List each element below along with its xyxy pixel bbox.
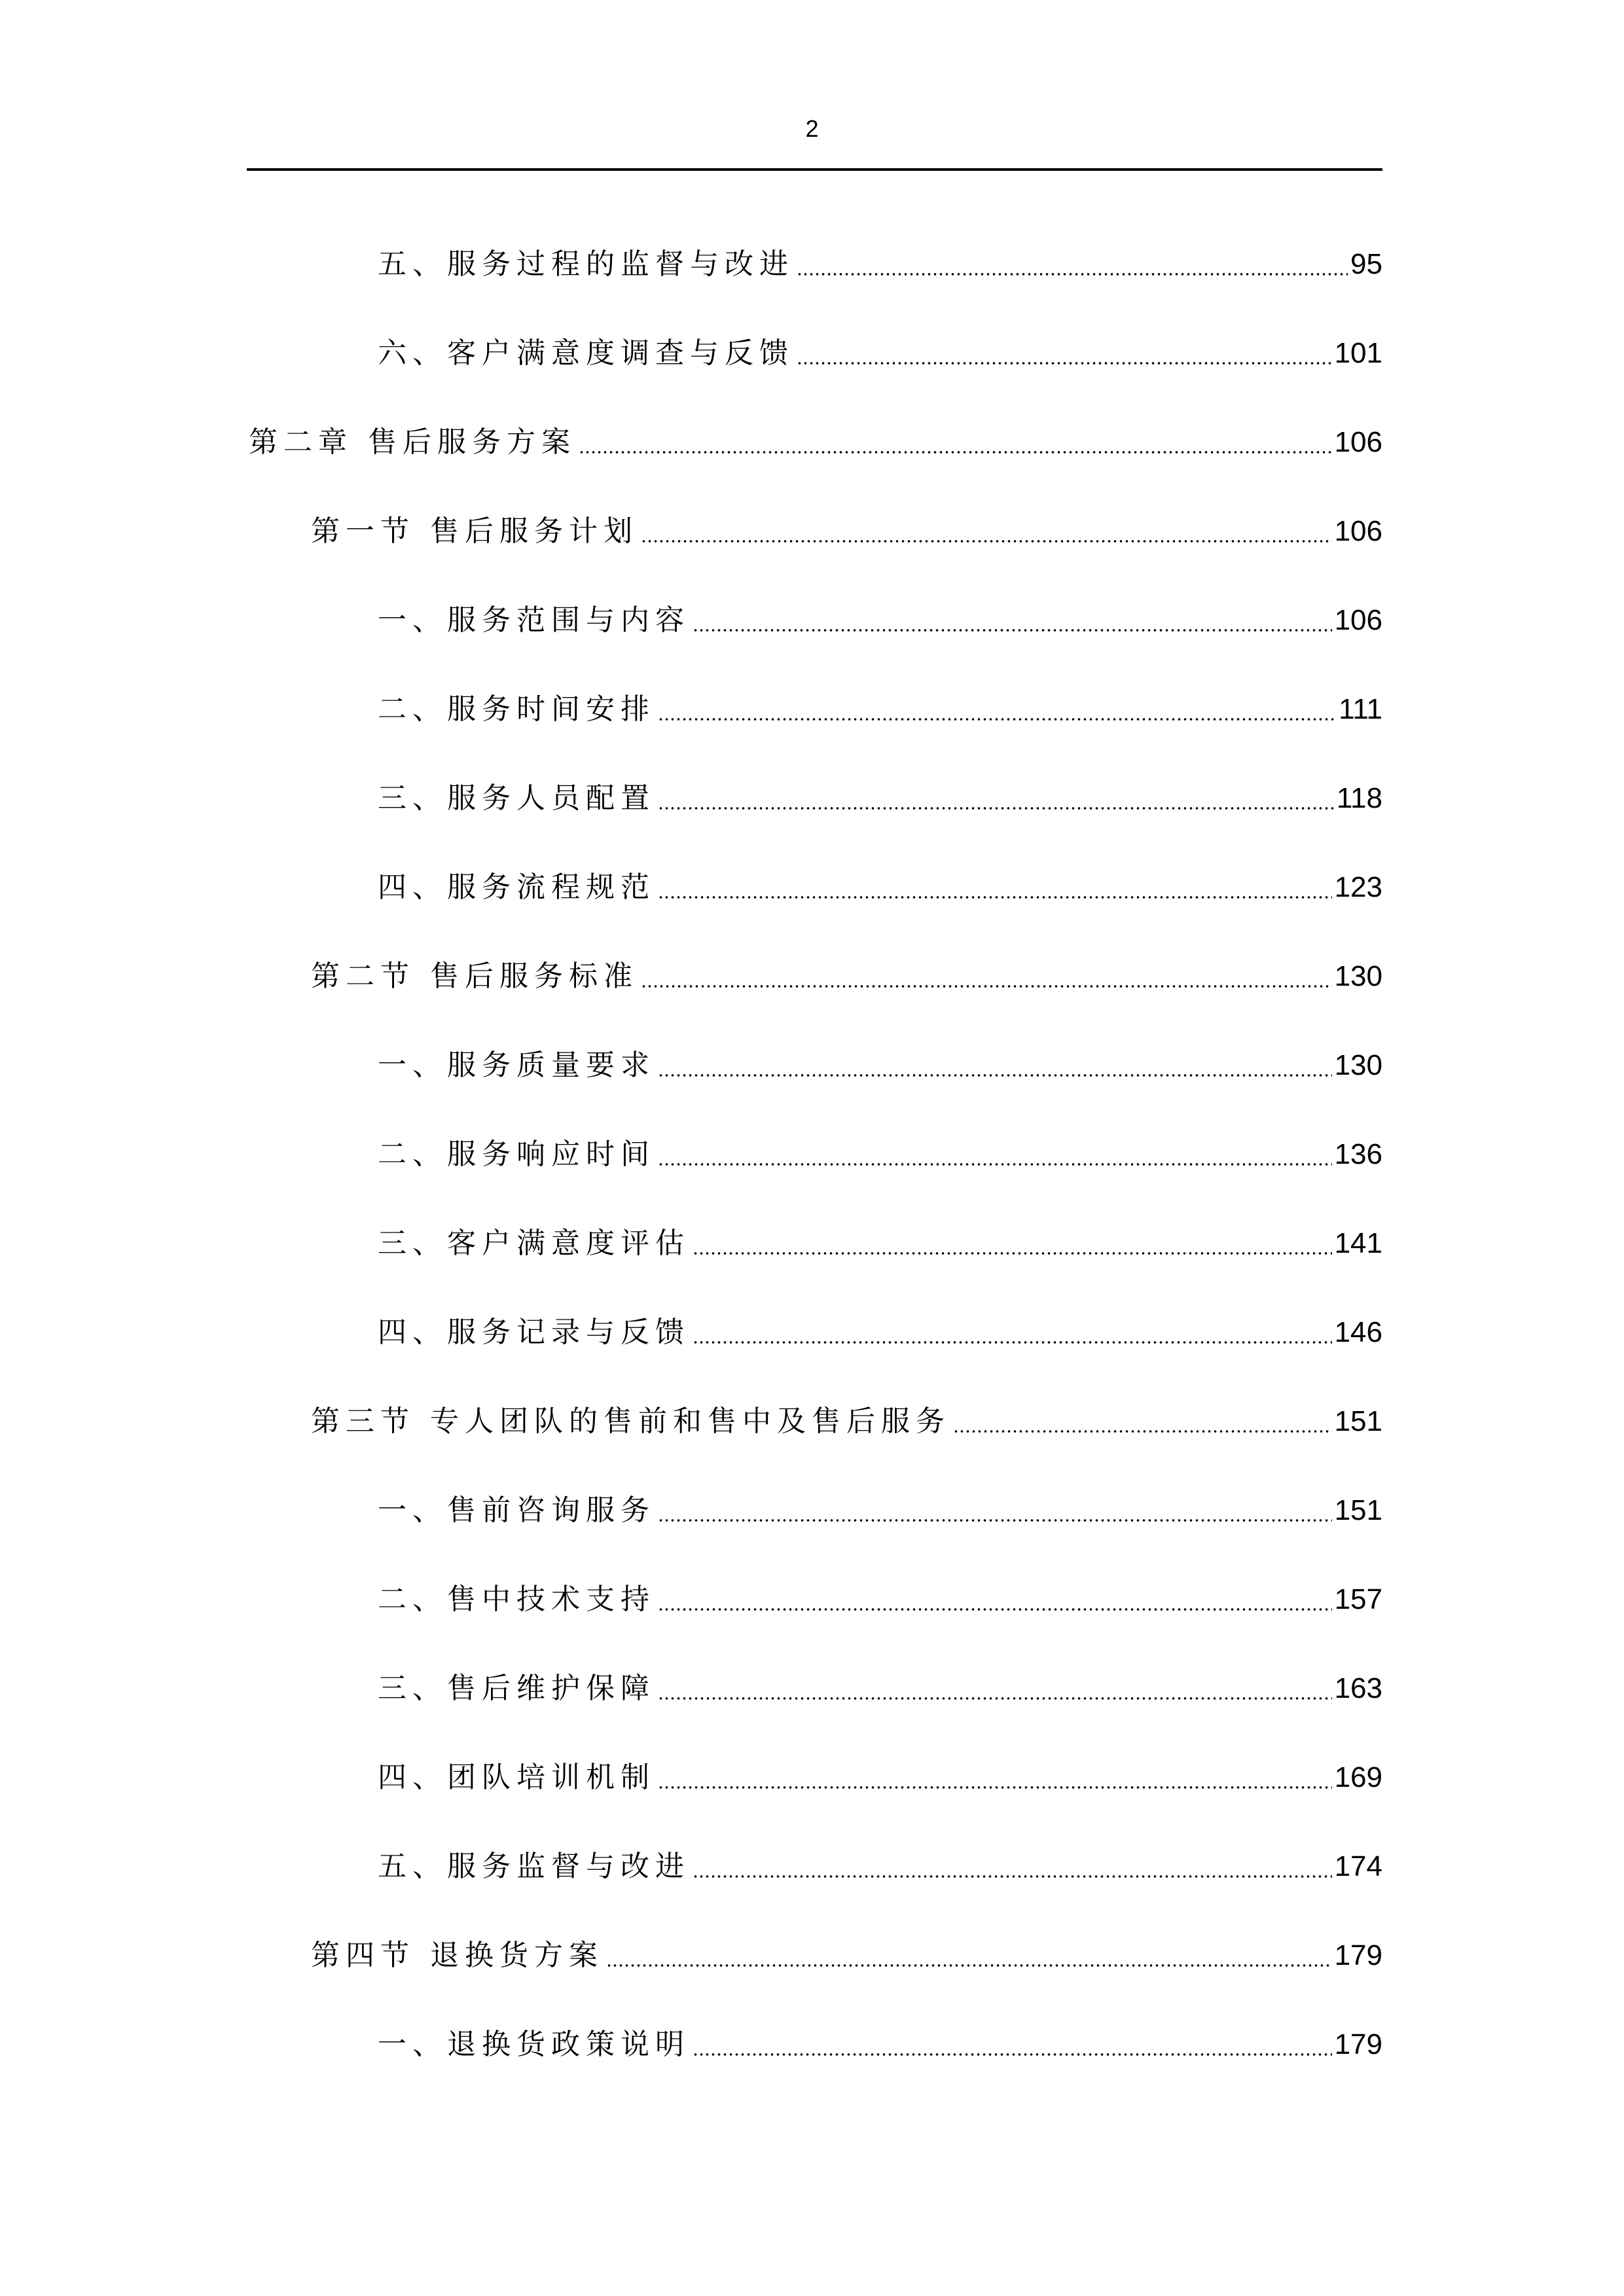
dot-leader	[953, 1429, 1332, 1433]
toc-chapter-entry[interactable]	[247, 397, 1382, 486]
toc-entry-page: 179	[1334, 2028, 1382, 2060]
toc-section-entry[interactable]	[247, 931, 1382, 1020]
toc-item-entry[interactable]	[247, 1999, 1382, 2088]
toc-entry-page: 151	[1334, 1494, 1382, 1526]
toc-section-entry[interactable]	[247, 486, 1382, 575]
toc-item-entry[interactable]	[247, 1198, 1382, 1287]
toc-entry-page: 130	[1334, 1049, 1382, 1081]
toc-entry-page: 136	[1334, 1138, 1382, 1170]
toc-item-entry[interactable]	[247, 308, 1382, 397]
toc-entry-title: 二、服务响应时间	[378, 1138, 655, 1171]
dot-leader	[658, 717, 1336, 721]
toc-entry-page: 130	[1334, 960, 1382, 992]
toc-entry-title: 一、退换货政策说明	[378, 2028, 690, 2061]
dot-leader	[693, 2053, 1332, 2056]
toc-entry-page: 163	[1334, 1672, 1382, 1704]
toc-entry-title: 五、服务过程的监督与改进	[378, 247, 794, 281]
toc-entry-title: 三、客户满意度评估	[378, 1227, 690, 1260]
dot-leader	[658, 895, 1332, 899]
toc-entry-title: 第一节 售后服务计划	[311, 514, 638, 548]
toc-entry-page: 106	[1334, 426, 1382, 458]
dot-leader	[693, 1340, 1332, 1344]
toc-entry-page: 169	[1334, 1761, 1382, 1793]
toc-entry-page: 95	[1350, 248, 1382, 280]
toc-entry-page: 146	[1334, 1316, 1382, 1348]
toc-item-entry[interactable]	[247, 842, 1382, 931]
toc-item-entry[interactable]	[247, 1109, 1382, 1198]
toc-entry-title: 四、团队培训机制	[378, 1761, 655, 1794]
toc-entry-title: 二、售中技术支持	[378, 1583, 655, 1616]
toc-entry-page: 123	[1334, 871, 1382, 903]
dot-leader	[693, 1874, 1332, 1878]
toc-entry-page: 141	[1334, 1227, 1382, 1259]
toc-section-entry[interactable]	[247, 1376, 1382, 1465]
toc-item-entry[interactable]	[247, 753, 1382, 842]
toc-item-entry[interactable]	[247, 1732, 1382, 1821]
toc-entry-title: 第三节 专人团队的售前和售中及售后服务	[311, 1405, 950, 1438]
toc-entry-page: 118	[1336, 782, 1382, 814]
dot-leader	[693, 1251, 1332, 1255]
toc-entry-title: 四、服务记录与反馈	[378, 1316, 690, 1349]
toc-entry-page: 151	[1334, 1405, 1382, 1437]
toc-item-entry[interactable]	[247, 1821, 1382, 1910]
dot-leader	[579, 450, 1332, 454]
toc-entry-title: 三、售后维护保障	[378, 1672, 655, 1705]
toc-entry-title: 第四节 退换货方案	[311, 1939, 604, 1972]
toc-entry-title: 四、服务流程规范	[378, 870, 655, 904]
toc-entry-page: 157	[1334, 1583, 1382, 1615]
toc-entry-page: 111	[1339, 693, 1382, 725]
toc-entry-page: 106	[1334, 515, 1382, 547]
dot-leader	[641, 539, 1332, 543]
toc-entry-page: 179	[1334, 1939, 1382, 1971]
toc-item-entry[interactable]	[247, 1287, 1382, 1376]
dot-leader	[693, 628, 1332, 632]
toc-entry-title: 第二章 售后服务方案	[249, 425, 576, 459]
toc-entry-page: 106	[1334, 604, 1382, 636]
toc-section-entry[interactable]	[247, 1910, 1382, 1999]
toc-entry-title: 第二节 售后服务标准	[311, 960, 638, 993]
toc-item-entry[interactable]	[247, 1465, 1382, 1554]
dot-leader	[658, 1607, 1332, 1611]
toc-entry-title: 三、服务人员配置	[378, 781, 655, 815]
toc-entry-page: 174	[1334, 1850, 1382, 1882]
toc-entry-title: 一、服务质量要求	[378, 1049, 655, 1082]
toc-entry-title: 五、服务监督与改进	[378, 1850, 690, 1883]
toc-entry-title: 一、服务范围与内容	[378, 603, 690, 637]
toc-item-entry[interactable]	[247, 1020, 1382, 1109]
dot-leader	[658, 1696, 1332, 1700]
toc-item-entry[interactable]	[247, 575, 1382, 664]
dot-leader	[658, 1518, 1332, 1522]
toc-entry-title: 六、客户满意度调查与反馈	[378, 336, 794, 370]
table-of-contents	[247, 219, 1382, 2088]
toc-entry-title: 一、售前咨询服务	[378, 1494, 655, 1527]
toc-entry-title: 二、服务时间安排	[378, 692, 655, 726]
toc-item-entry[interactable]	[247, 1643, 1382, 1732]
toc-entry-page: 101	[1334, 337, 1382, 369]
toc-item-entry[interactable]	[247, 664, 1382, 753]
header-rule	[247, 168, 1382, 171]
dot-leader	[658, 1785, 1332, 1789]
toc-item-entry[interactable]	[247, 219, 1382, 308]
dot-leader	[606, 1964, 1332, 1967]
dot-leader	[641, 984, 1332, 988]
page-number: 2	[805, 115, 819, 142]
dot-leader	[797, 361, 1332, 365]
dot-leader	[797, 272, 1348, 276]
dot-leader	[658, 1073, 1332, 1077]
dot-leader	[658, 1162, 1332, 1166]
dot-leader	[658, 806, 1334, 810]
toc-item-entry[interactable]	[247, 1554, 1382, 1643]
